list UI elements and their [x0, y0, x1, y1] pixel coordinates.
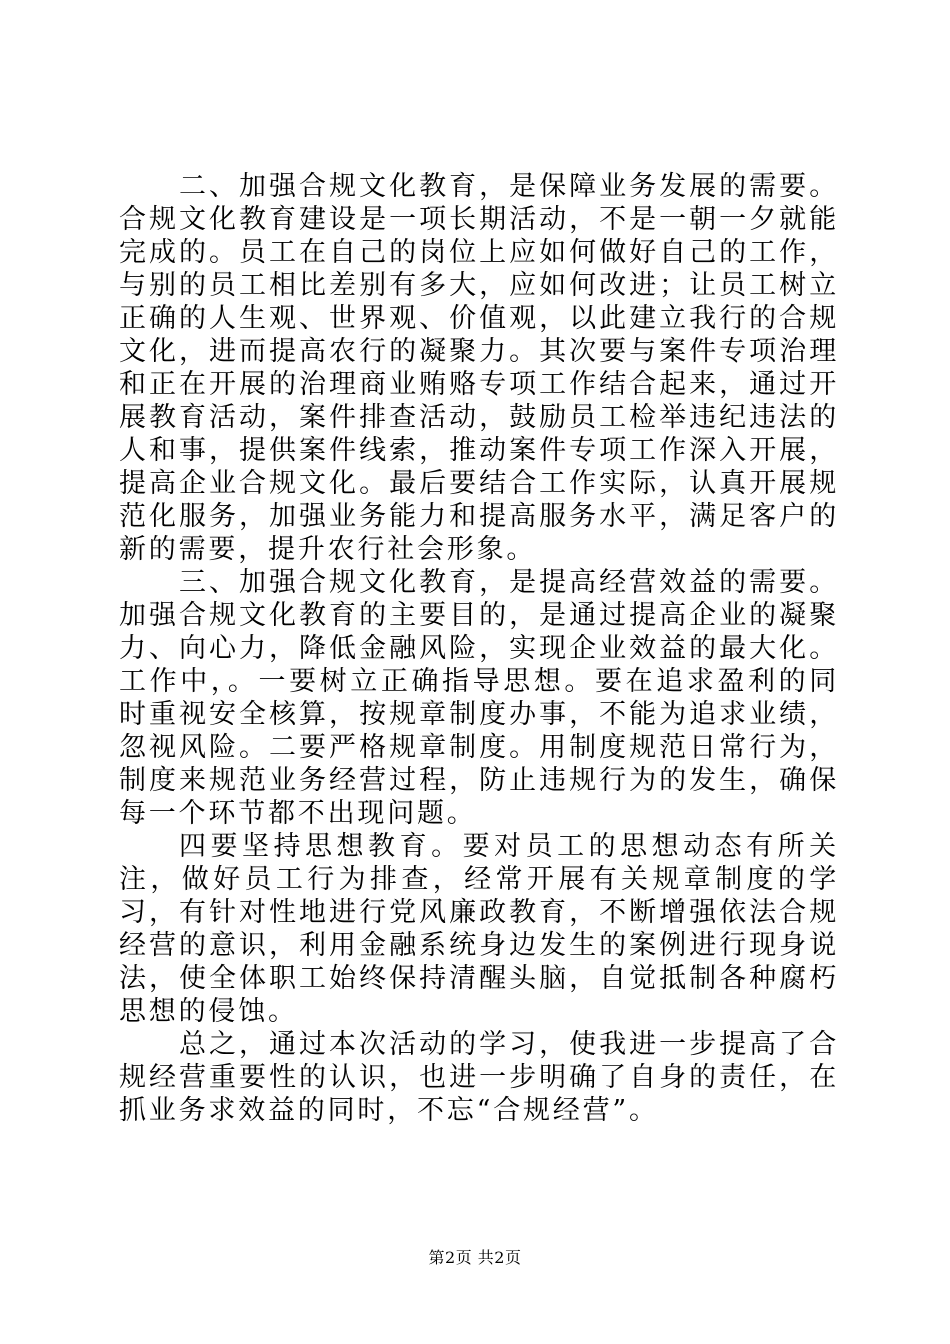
paragraph-conclusion: 总之，通过本次活动的学习，使我进一步提高了合规经营重要性的认识，也进一步明确了自身的责任，在抓业务求效益的同时，不忘“合规经营”。: [119, 1029, 839, 1126]
paragraph-compliance-business-development: 二、加强合规文化教育，是保障业务发展的需要。合规文化教育建设是一项长期活动，不是一朝一夕就能完成的。员工在自己的岗位上应如何做好自己的工作，与别的员工相比差别有多大，应如何改进；让员工树立正确的人生观、世界观、价值观，以此建立我行的合规文化，进而提高农行的凝聚力。其次要与案件专项治理和正在开展的治理商业贿赂专项工作结合起来，通过开展教育活动，案件排查活动，鼓励员工检举违纪违法的人和事，提供案件线索，推动案件专项工作深入开展，提高企业合规文化。最后要结合工作实际，认真开展规范化服务，加强业务能力和提高服务水平，满足客户的新的需要，提升农行社会形象。: [119, 171, 839, 565]
paragraph-compliance-operating-efficiency: 三、加强合规文化教育，是提高经营效益的需要。加强合规文化教育的主要目的，是通过提高企业的凝聚力、向心力，降低金融风险，实现企业效益的最大化。工作中，。一要树立正确指导思想。要在追求盈利的同时重视安全核算，按规章制度办事，不能为追求业绩，忽视风险。二要严格规章制度。用制度规范日常行为，制度来规范业务经营过程，防止违规行为的发生，确保每一个环节都不出现问题。: [119, 567, 839, 829]
page-number-footer: 第2页 共2页: [428, 1248, 522, 1267]
document-body: [119, 170, 839, 1127]
paragraph-ideological-education: 四要坚持思想教育。要对员工的思想动态有所关注，做好员工行为排查，经常开展有关规章制度的学习，有针对性地进行党风廉政教育，不断增强依法合规经营的意识，利用金融系统身边发生的案例进行现身说法，使全体职工始终保持清醒头脑，自觉抵制各种腐朽思想的侵蚀。: [119, 831, 839, 1027]
